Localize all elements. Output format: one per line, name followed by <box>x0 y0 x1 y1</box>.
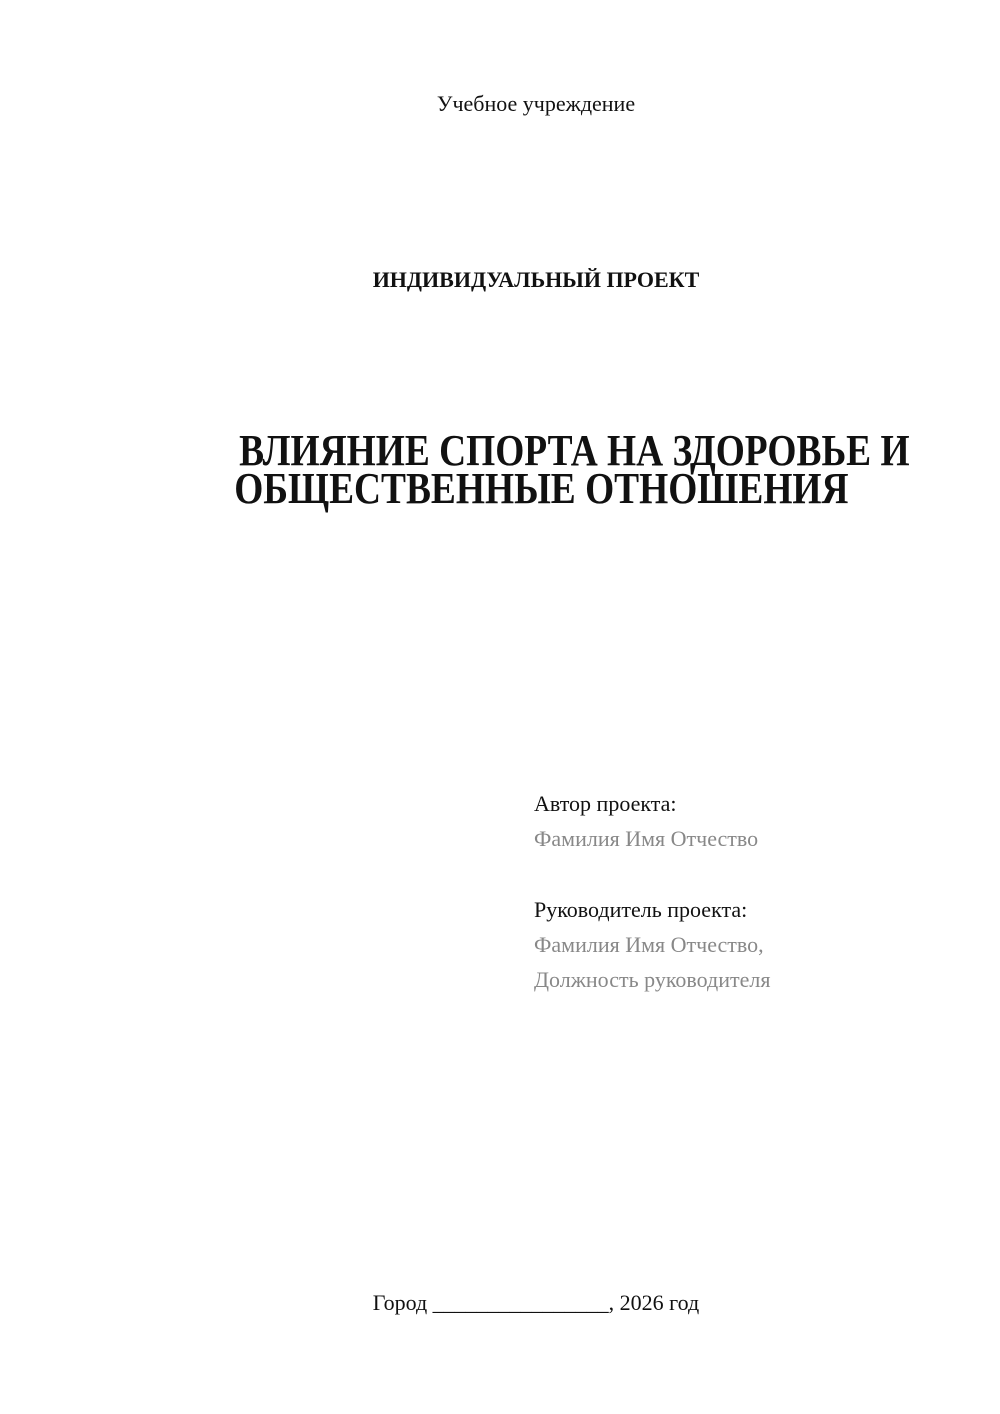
project-type: ИНДИВИДУАЛЬНЫЙ ПРОЕКТ <box>372 267 700 292</box>
title-line-1: ВЛИЯНИЕ СПОРТА НА ЗДОРОВЬЕ И <box>239 426 910 475</box>
document-title <box>180 426 910 513</box>
author-block <box>534 786 758 856</box>
title-line-2: ОБЩЕСТВЕННЫЕ ОТНОШЕНИЯ <box>234 464 849 513</box>
institution: Учебное учреждение <box>436 91 636 116</box>
city-year: Город ________________, 2026 год <box>372 1290 700 1315</box>
supervisor-block <box>534 892 770 997</box>
supervisor-label: Руководитель проекта: <box>534 897 748 922</box>
author-label: Автор проекта: <box>534 791 677 816</box>
supervisor-position: Должность руководителя <box>534 967 771 992</box>
author-name: Фамилия Имя Отчество <box>534 826 759 851</box>
supervisor-name: Фамилия Имя Отчество, <box>534 932 764 957</box>
